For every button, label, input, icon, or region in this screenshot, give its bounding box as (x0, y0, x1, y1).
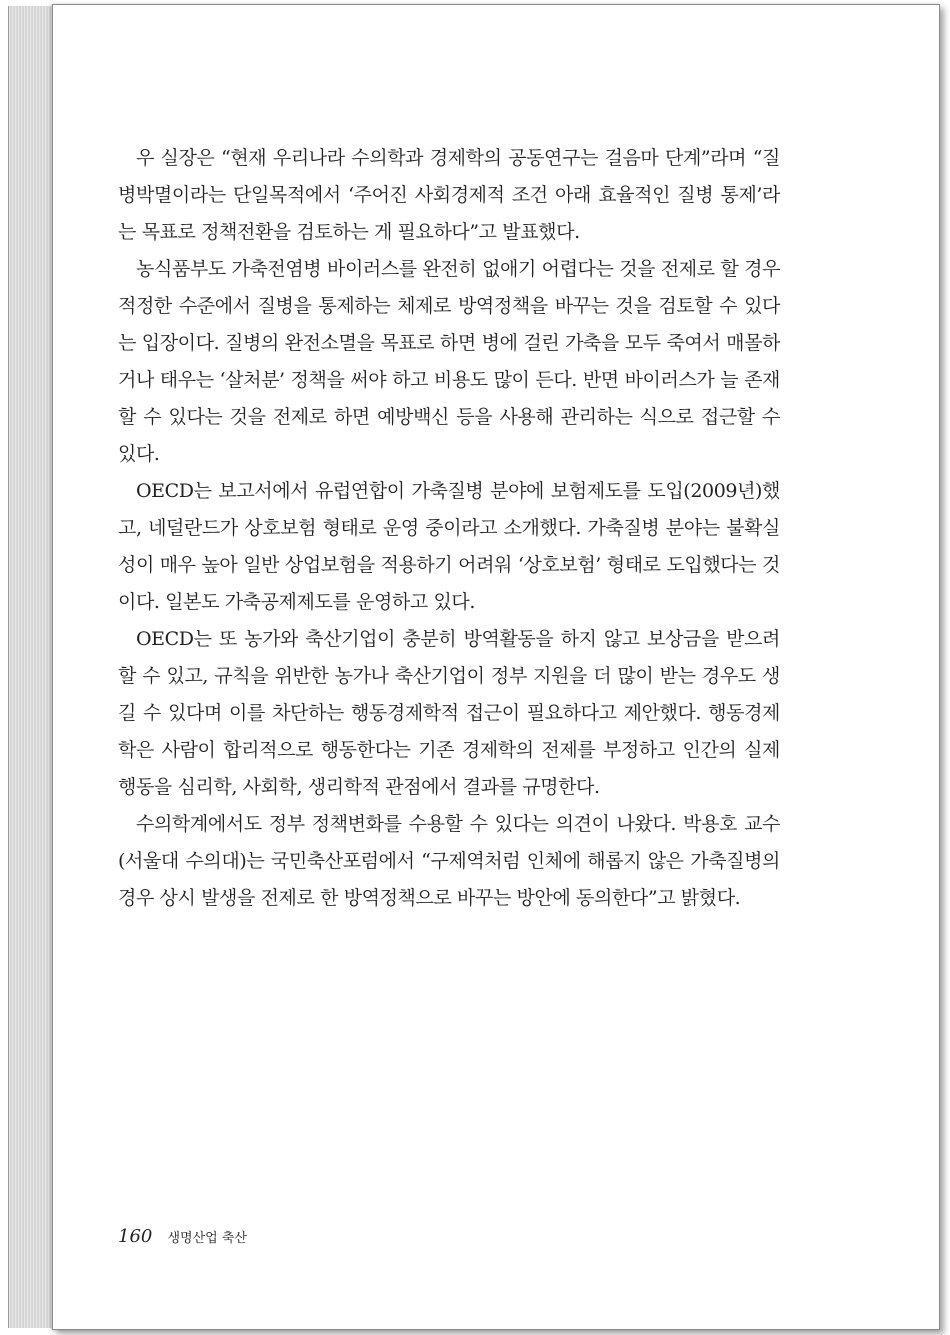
paragraph: 우 실장은 “현재 우리나라 수의학과 경제학의 공동연구는 걸음마 단계”라며 “질병박멸이라는 단일목적에서 ‘주어진 사회경제적 조건 아래 효율적인 질병 통제’라는 목표로 정책전환을 검토하는 게 필요하다”고 발표했다. (118, 147, 780, 243)
paragraph: 농식품부도 가축전염병 바이러스를 완전히 없애기 어렵다는 것을 전제로 할 경우 적정한 수준에서 질병을 통제하는 체제로 방역정책을 바꾸는 것을 검토할 수 있다는 입장이다. 질병의 완전소멸을 목표로 하면 병에 걸린 가축을 모두 죽여서 매몰하거나 태우는 ‘살처분’ 정책을 써야 하고 비용도 많이 든다. 반면 바이러스가 늘 존재할 수 있다는 것을 전제로 하면 예방백신 등을 사용해 관리하는 식으로 접근할 수 있다. (118, 258, 780, 465)
page-footer (118, 1226, 247, 1247)
paragraph: 수의학계에서도 정부 정책변화를 수용할 수 있다는 의견이 나왔다. 박용호 교수(서울대 수의대)는 국민축산포럼에서 “구제역처럼 인체에 해롭지 않은 가축질병의 경우 상시 발생을 전제로 한 방역정책으로 바꾸는 방안에 동의한다”고 밝혔다. (118, 813, 780, 909)
running-title: 생명산업 축산 (167, 1231, 247, 1246)
body-text (118, 140, 780, 917)
paragraph: OECD는 보고서에서 유럽연합이 가축질병 분야에 보험제도를 도입(2009년)했고, 네덜란드가 상호보험 형태로 운영 중이라고 소개했다. 가축질병 분야는 불확실성이 매우 높아 일반 상업보험을 적용하기 어려워 ‘상호보험’ 형태로 도입했다는 것이다. 일본도 가축공제제도를 운영하고 있다. (118, 480, 780, 613)
page-number: 160 (118, 1226, 153, 1247)
paragraph: OECD는 또 농가와 축산기업이 충분히 방역활동을 하지 않고 보상금을 받으려 할 수 있고, 규칙을 위반한 농가나 축산기업이 정부 지원을 더 많이 받는 경우도 생길 수 있다며 이를 차단하는 행동경제학적 접근이 필요하다고 제안했다. 행동경제학은 사람이 합리적으로 행동한다는 기존 경제학의 전제를 부정하고 인간의 실제 행동을 심리학, 사회학, 생리학적 관점에서 결과를 규명한다. (118, 628, 780, 798)
page-edges (8, 6, 55, 1328)
